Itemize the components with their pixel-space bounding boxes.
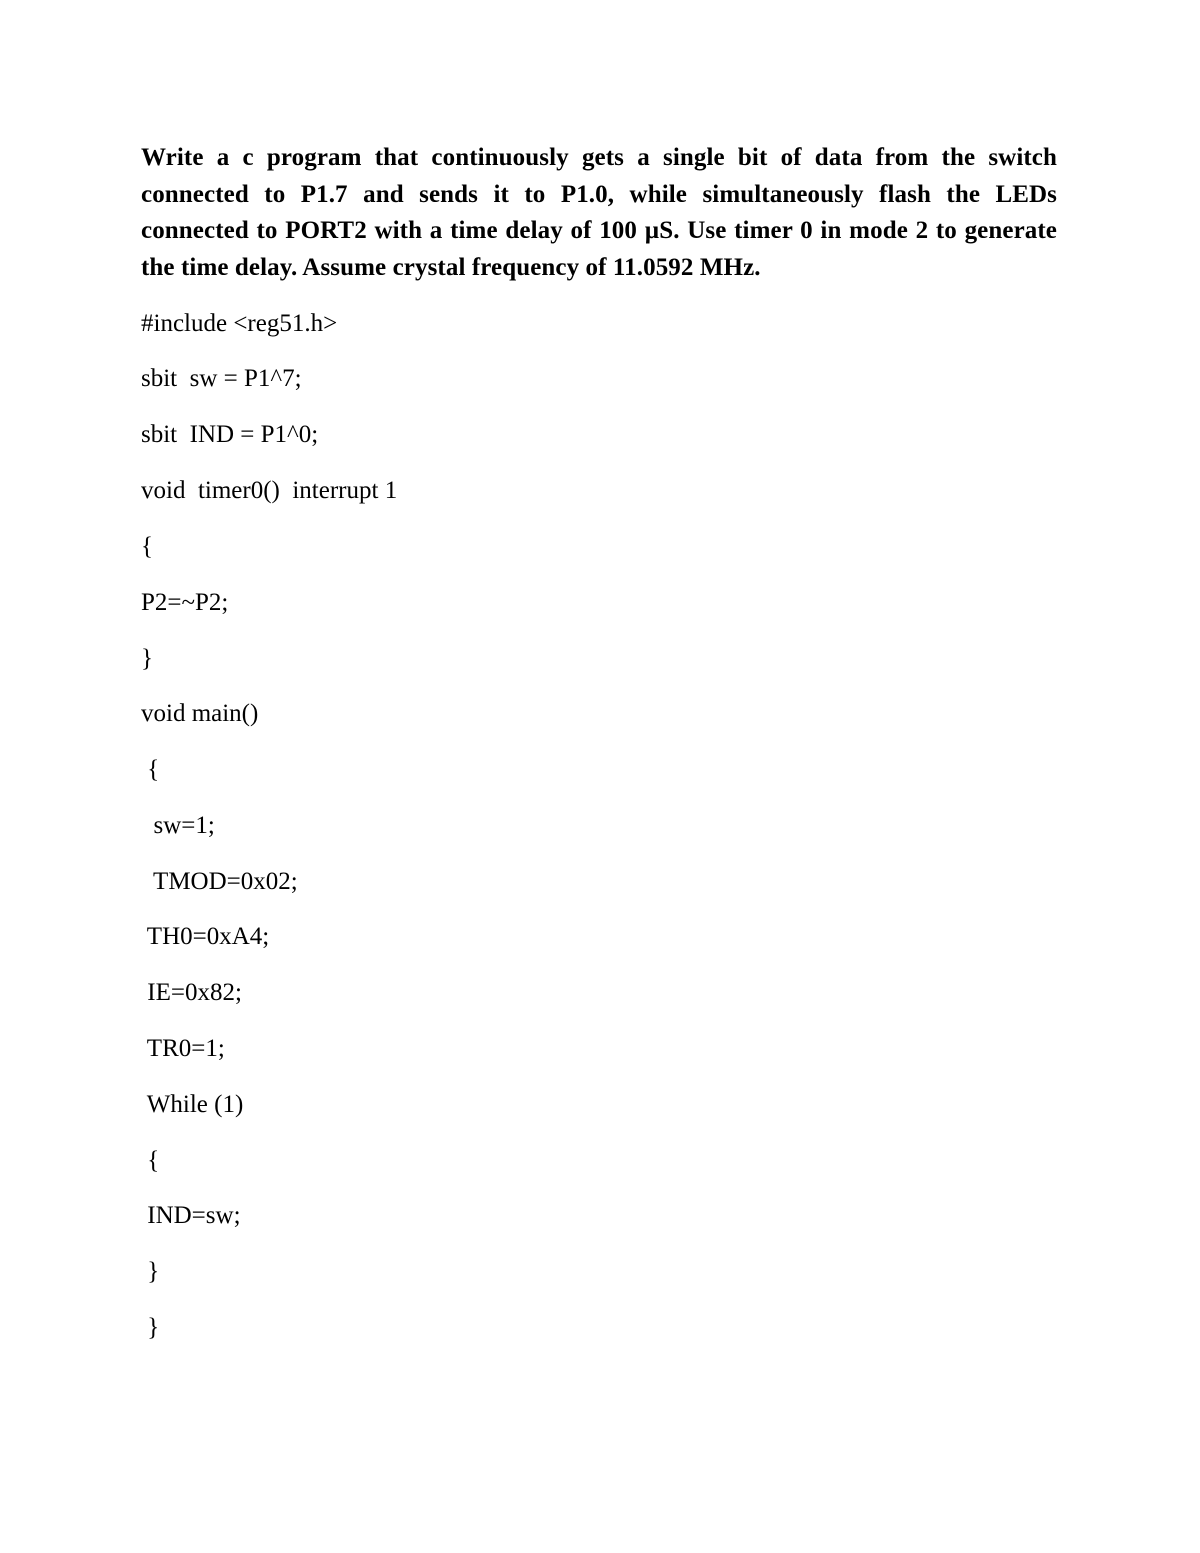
- code-line-sbit-ind: sbit IND = P1^0;: [141, 421, 319, 448]
- code-line-include: #include <reg51.h>: [141, 310, 338, 337]
- code-line-main-decl: void main(): [141, 700, 259, 727]
- code-line-tmod: TMOD=0x02;: [141, 868, 298, 895]
- code-line-sbit-sw: sbit sw = P1^7;: [141, 365, 302, 392]
- code-line-while-open-brace: {: [141, 1147, 160, 1174]
- code-line-tr0: TR0=1;: [141, 1035, 225, 1062]
- code-line-th0: TH0=0xA4;: [141, 923, 270, 950]
- code-line-timer0-decl: void timer0() interrupt 1: [141, 477, 398, 504]
- code-line-while-close-brace: }: [141, 1258, 160, 1285]
- code-line-main-close-brace: }: [141, 1314, 160, 1341]
- question-text: Write a c program that continuously gets a single bit of data from the switch connected to P1.7 and sends it to P1.0, while simultaneously flash the LEDs connected to PORT2 with a time delay of 100 µS. Use timer 0 in mode 2 to generate the time delay. Assume crystal frequency of 11.0592 MHz.: [141, 144, 1057, 281]
- code-line-ie: IE=0x82;: [141, 979, 242, 1006]
- code-line-while: While (1): [141, 1091, 244, 1118]
- code-line-ind-assign: IND=sw;: [141, 1202, 241, 1229]
- code-line-sw-set: sw=1;: [141, 812, 215, 839]
- code-line-close-brace: }: [141, 645, 153, 672]
- code-line-main-open-brace: {: [141, 756, 160, 783]
- code-line-p2-toggle: P2=~P2;: [141, 589, 229, 616]
- code-line-open-brace: {: [141, 533, 153, 560]
